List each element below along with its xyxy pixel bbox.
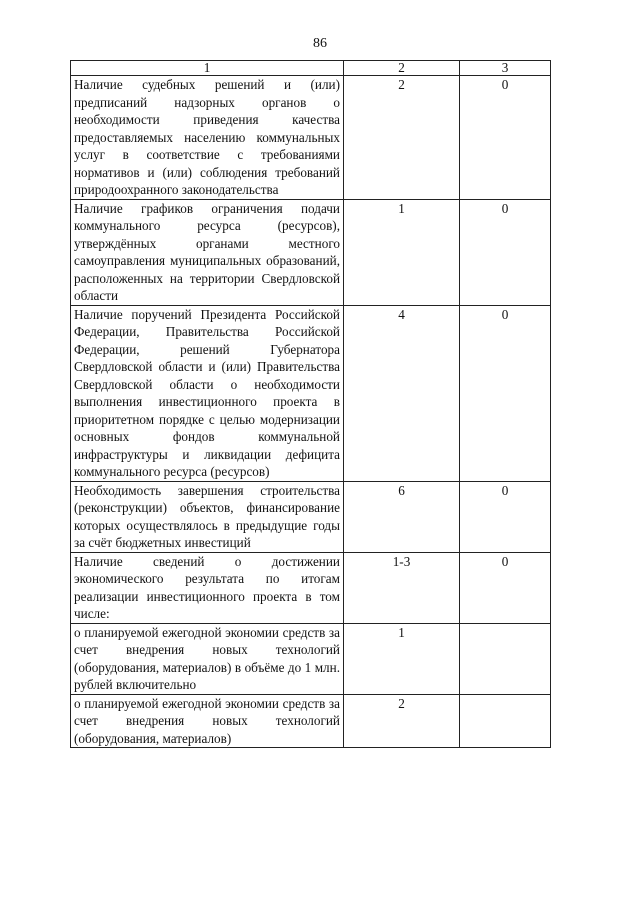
table-row [71,199,551,305]
column-header-2: 2 [344,61,460,76]
table-row [71,481,551,552]
column-header-1: 1 [71,61,344,76]
criterion-value: 0 [460,481,551,552]
criterion-value: 0 [460,305,551,481]
criterion-description: Наличие судебных решений и (или) предписаний надзорных органов о необходимости приведения качества предоставляемых населению коммунальных услуг в соответствие с требованиями нормативов и (или) соблюдения требований природоохранного законодательства [71,76,344,200]
criterion-value: 0 [460,76,551,200]
criterion-description: о планируемой ежегодной экономии средств за счет внедрения новых технологий (оборудования, материалов) [71,694,344,748]
criterion-description: Необходимость завершения строительства (реконструкции) объектов, финансирование которых осуществлялось в предыдущие годы за счёт бюджетных инвестиций [71,481,344,552]
criteria-table [70,60,551,748]
criterion-score: 2 [344,76,460,200]
criterion-score: 6 [344,481,460,552]
criterion-value: 0 [460,199,551,305]
criterion-value [460,694,551,748]
criterion-description: Наличие графиков ограничения подачи коммунального ресурса (ресурсов), утверждённых органами местного самоуправления муниципальных образований, расположенных на территории Свердловской области [71,199,344,305]
criterion-score: 1 [344,623,460,694]
criterion-score: 2 [344,694,460,748]
criterion-value [460,623,551,694]
column-header-3: 3 [460,61,551,76]
table-row [71,76,551,200]
criterion-value: 0 [460,552,551,623]
page-number: 86 [313,36,327,51]
table-row [71,305,551,481]
table-row [71,552,551,623]
criterion-description: Наличие сведений о достижении экономического результата по итогам реализации инвестиционного проекта в том числе: [71,552,344,623]
criterion-description: о планируемой ежегодной экономии средств за счет внедрения новых технологий (оборудования, материалов) в объёме до 1 млн. рублей включительно [71,623,344,694]
criterion-score: 4 [344,305,460,481]
criterion-description: Наличие поручений Президента Российской Федерации, Правительства Российской Федерации, решений Губернатора Свердловской области и (или) Правительства Свердловской области о необходимости выполнения инвестиционного проекта в приоритетном порядке с целью модернизации основных фондов коммунальной инфраструктуры и ликвидации дефицита коммунального ресурса (ресурсов) [71,305,344,481]
criterion-score: 1-3 [344,552,460,623]
table-header-row [71,61,551,76]
table-row [71,623,551,694]
table-row [71,694,551,748]
criterion-score: 1 [344,199,460,305]
